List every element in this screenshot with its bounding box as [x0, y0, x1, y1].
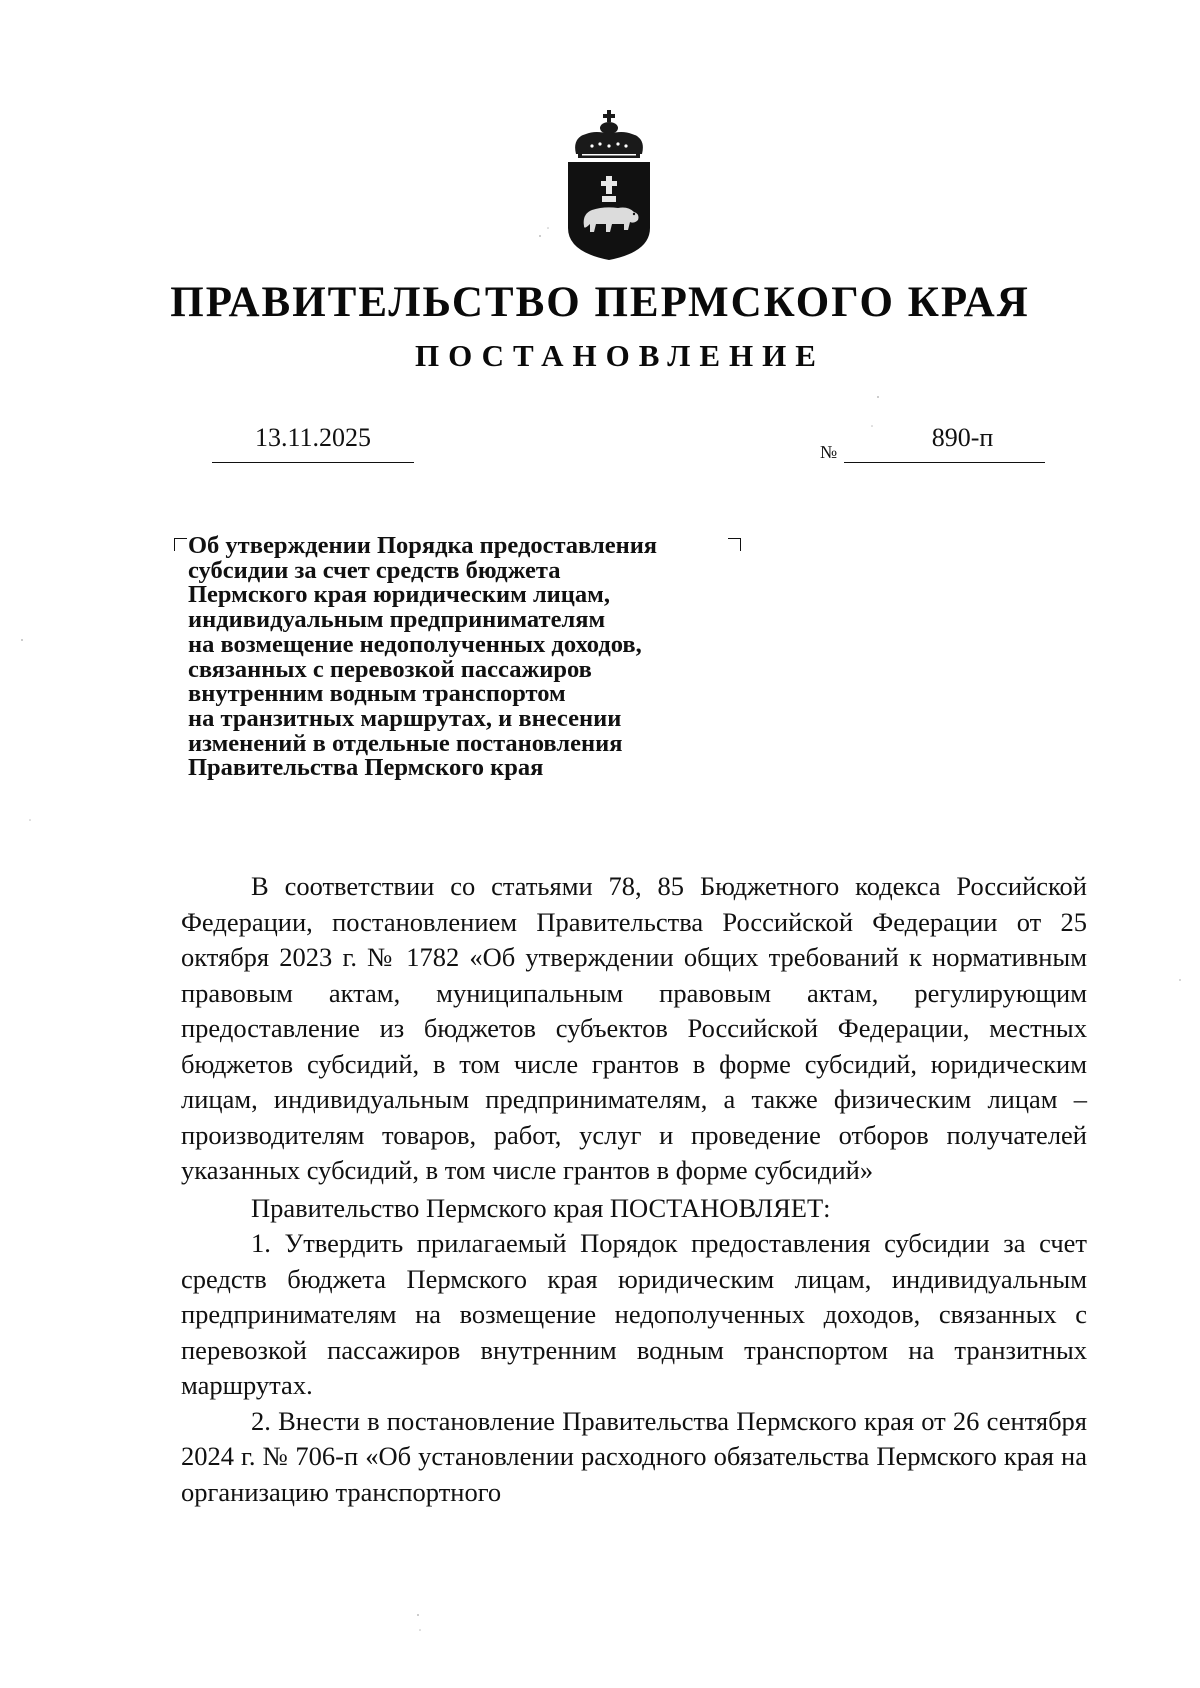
number-underline	[844, 462, 1045, 463]
subject-line: на транзитных маршрутах, и внесении	[188, 704, 622, 732]
subject-line: связанных с перевозкой пассажиров	[188, 655, 592, 683]
subject-text	[188, 534, 748, 781]
document-number: 890-п	[931, 423, 994, 452]
organization-title: ПРАВИТЕЛЬСТВО ПЕРМСКОГО КРАЯ	[170, 279, 1030, 326]
subject-line: Правительства Пермского края	[188, 754, 544, 782]
item-1-paragraph: 1. Утвердить прилагаемый Порядок предоставления субсидии за счет средств бюджета Пермского края юридическим лицам, индивидуальным предпринимателям на возмещение недополученных доходов, связанных с перевозкой пассажиров внутренним водным транспортом на транзитных маршрутах.	[181, 1228, 1087, 1400]
decree-paragraph: Правительство Пермского края ПОСТАНОВЛЯЕТ:	[251, 1192, 831, 1223]
document-type-title: ПОСТАНОВЛЕНИЕ	[415, 338, 825, 373]
preamble-paragraph: В соответствии со статьями 78, 85 Бюджетного кодекса Российской Федерации, постановлением Правительства Российской Федерации от 25 октября 2023 г. № 1782 «Об утверждении общих требований к нормативным правовым актам, муниципальным правовым актам, регулирующим предоставление из бюджетов субъектов Российской Федерации, местных бюджетов субсидий, в том числе грантов в форме субсидий, юридическим лицам, индивидуальным предпринимателям, а также физическим лицам – производителям товаров, работ, услуг и проведение отборов получателей указанных субсидий, в том числе грантов в форме субсидий»	[181, 871, 1087, 1185]
subject-line: Пермского края юридическим лицам,	[188, 581, 610, 609]
number-sign: №	[820, 442, 838, 462]
subject-line: изменений в отдельные постановления	[188, 729, 623, 757]
subject-line: субсидии за счет средств бюджета	[188, 556, 561, 584]
subject-line: Об утверждении Порядка предоставления	[188, 532, 658, 559]
subject-line: внутренним водным транспортом	[188, 680, 566, 708]
item-2-paragraph: 2. Внести в постановление Правительства Пермского края от 26 сентября 2024 г. № 706-п «Об установлении расходного обязательства Пермского края на организацию транспортного	[181, 1405, 1087, 1507]
subject-line: на возмещение недополученных доходов,	[188, 630, 642, 658]
subject-line: индивидуальным предпринимателям	[188, 606, 606, 634]
date-field	[212, 422, 414, 463]
date-underline	[212, 462, 414, 463]
document-date: 13.11.2025	[254, 423, 372, 452]
perm-krai-coat-of-arms-icon	[562, 110, 656, 262]
document-body	[181, 869, 1087, 1510]
subject-corner-mark-left	[174, 538, 187, 551]
